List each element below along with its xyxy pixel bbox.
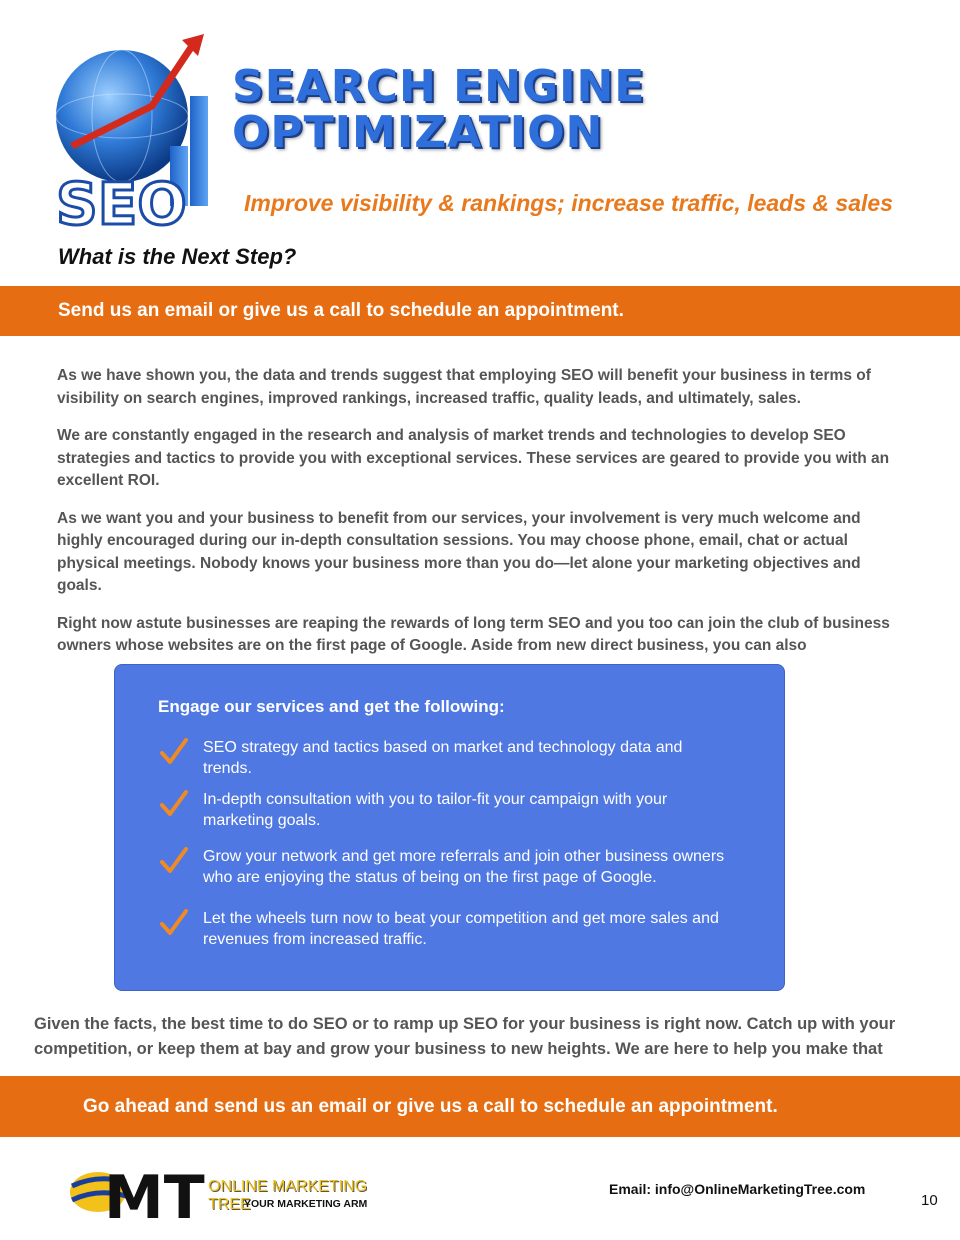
checkmark-icon [159, 789, 189, 819]
cta-band-top: Send us an email or give us a call to schedule an appointment. [0, 286, 960, 336]
paragraph-3: As we want you and your business to benefit from our services, your involvement is very much welcome and highly encouraged during our in-depth consultation sessions. You may choose phone, email, chat or actual physical meetings. Nobody knows your business more than you do—let alone your marketing objectives and goals. [57, 509, 861, 594]
service-item-text: SEO strategy and tactics based on market and technology data and trends. [203, 739, 683, 777]
title-line-2: OPTIMIZATION [232, 107, 604, 158]
service-item [159, 846, 733, 888]
footer-logo [68, 1156, 398, 1226]
checkmark-icon [159, 908, 189, 938]
next-step-heading: What is the Next Step? [58, 244, 297, 269]
seo-logo-text: SEO [56, 170, 187, 236]
paragraph-1: As we have shown you, the data and trends suggest that employing SEO will benefit your business in terms of visibility on search engines, improved rankings, increased traffic, quality leads, and ultimately, sales. [57, 367, 871, 407]
checkmark-icon [159, 846, 189, 876]
checkmark-icon [159, 737, 189, 767]
services-heading: Engage our services and get the following: [158, 697, 505, 716]
brand-slogan: YOUR MARKETING ARM [244, 1198, 368, 1210]
cta-band-bottom: Go ahead and send us an email or give us a call to schedule an appointment. [0, 1076, 960, 1137]
title-line-1: SEARCH ENGINE [232, 61, 646, 112]
closing-paragraph: Given the facts, the best time to do SEO or to ramp up SEO for your business is right now. Catch up with your competition, or keep them at bay and grow your business to new heights. We are here to help you make that [34, 1015, 896, 1058]
service-item [159, 789, 733, 831]
page-number: 10 [921, 1192, 938, 1209]
contact-email[interactable]: Email: info@OnlineMarketingTree.com [609, 1181, 866, 1197]
seo-logo-graphic [52, 26, 212, 236]
body-text [57, 365, 897, 673]
mt-logo-icon [68, 1156, 208, 1226]
service-item-text: Grow your network and get more referrals and join other business owners who are enjoying the status of being on the first page of Google. [203, 848, 725, 886]
brand-name: ONLINE MARKETING TREE [208, 1178, 368, 1213]
mt-logo-letters: MT [104, 1163, 205, 1226]
service-item-text: Let the wheels turn now to beat your competition and get more sales and revenues from increased traffic. [203, 910, 719, 948]
page-title [232, 61, 646, 158]
service-item-text: In-depth consultation with you to tailor-fit your campaign with your marketing goals. [203, 791, 668, 829]
service-item [159, 908, 733, 950]
services-box [114, 664, 785, 991]
service-item [159, 737, 733, 779]
tagline: Improve visibility & rankings; increase traffic, leads & sales [244, 190, 893, 216]
paragraph-4: Right now astute businesses are reaping the rewards of long term SEO and you too can join the club of business owners whose websites are on the first page of Google. Aside from new direct business, you can also [57, 614, 890, 654]
paragraph-2: We are constantly engaged in the research and analysis of market trends and technologies to develop SEO strategies and tactics to provide you with exceptional services. These services are geared to provide you with an excellent ROI. [57, 427, 890, 489]
